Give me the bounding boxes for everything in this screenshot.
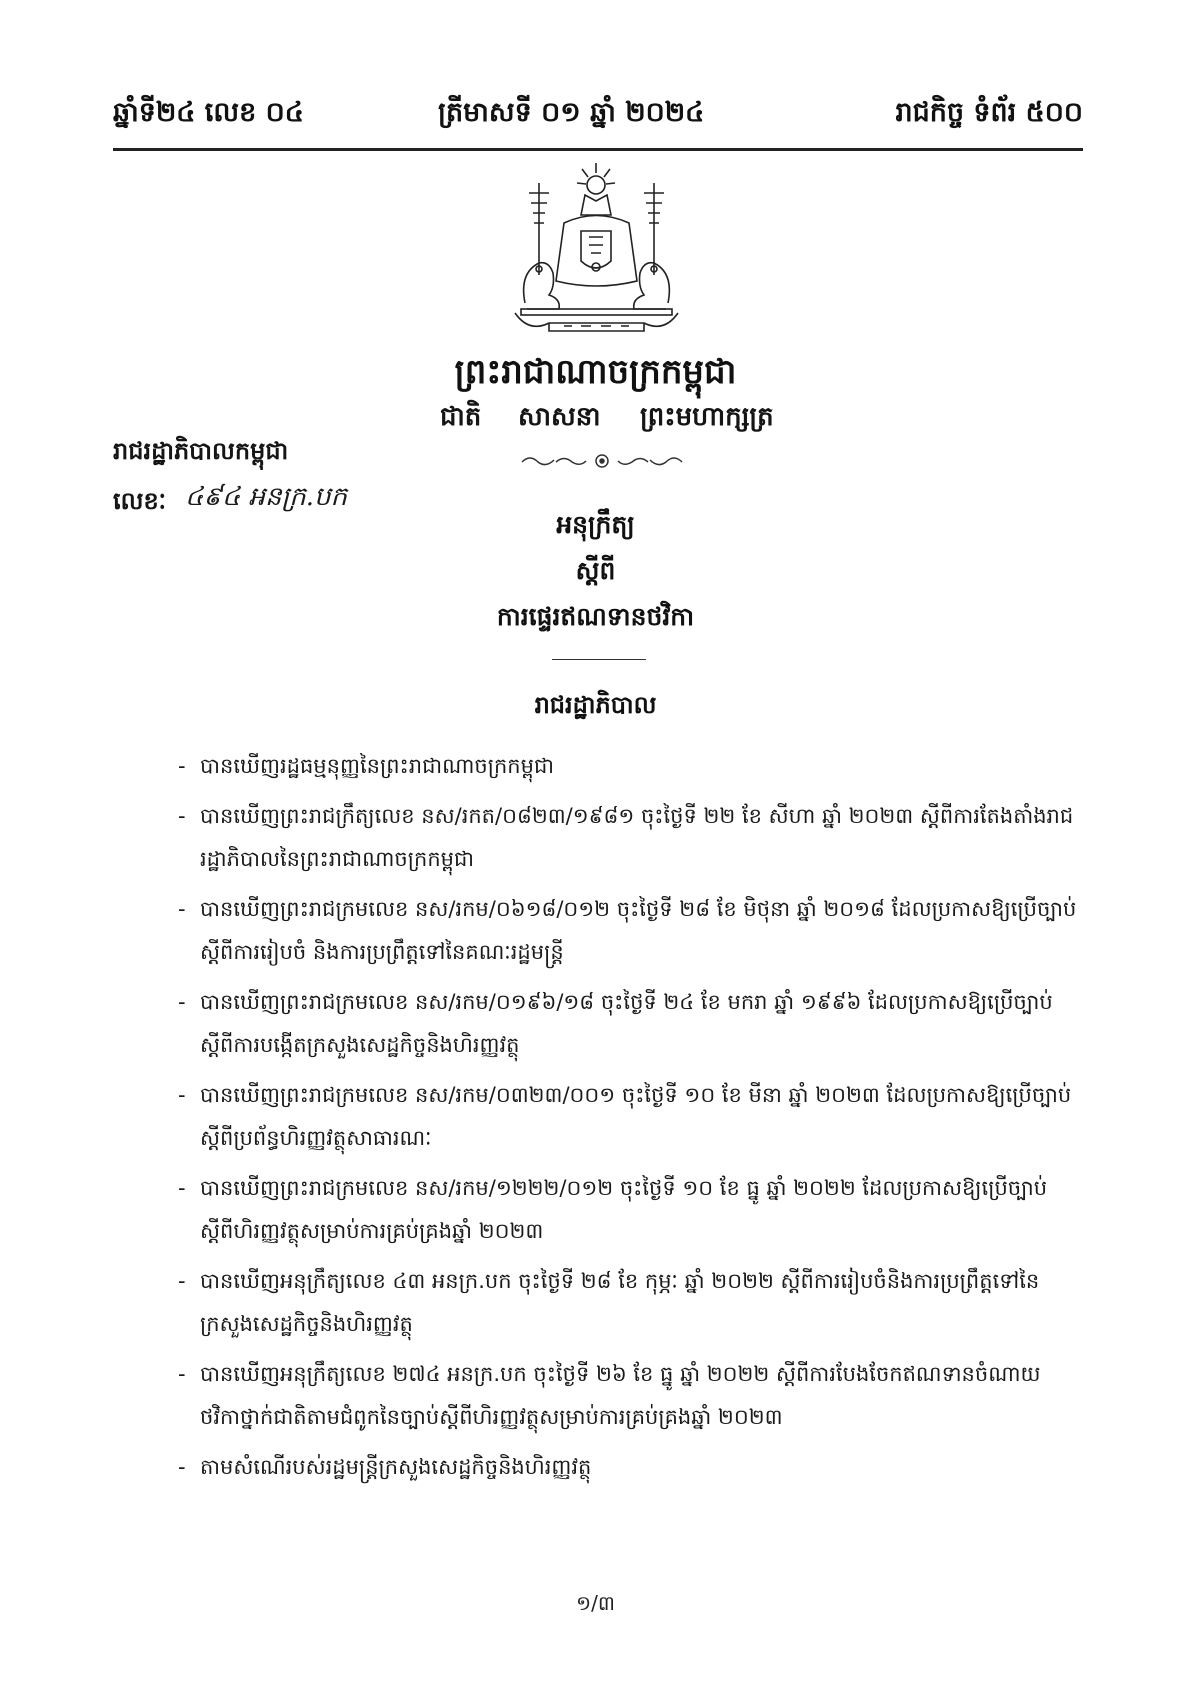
- reference-number-label: លេខៈ: [113, 487, 167, 515]
- issuing-government: រាជរដ្ឋាភិបាលកម្ពុជា: [113, 437, 289, 465]
- header-rule: [113, 148, 1083, 151]
- gazette-quarter-year: ត្រីមាសទី ០១ ឆ្នាំ ២០២៤: [438, 97, 705, 128]
- preamble-item: - បានឃើញព្រះរាជក្រឹត្យលេខ នស/រកត/០៨២៣/១៩៨១ ចុះថ្ងៃទី ២២ ខែ សីហា ឆ្នាំ ២០២៣ ស្ដីពីការតែងតាំងរាជរដ្ឋាភិបាលនៃព្រះរាជាណាចក្រកម្ពុជា: [178, 795, 1078, 881]
- preamble-item: - បានឃើញព្រះរាជក្រមលេខ នស/រកម/០១៩៦/១៨ ចុះថ្ងៃទី ២៤ ខែ មករា ឆ្នាំ ១៩៩៦ ដែលប្រកាសឱ្យប្រើច្បាប់ស្ដីពីការបង្កើតក្រសួងសេដ្ឋកិច្ចនិងហិរញ្ញវត្ថុ: [178, 981, 1078, 1067]
- motto-king: ព្រះមហាក្សត្រ: [640, 402, 774, 432]
- preamble-item: - បានឃើញអនុក្រឹត្យលេខ ២៧៤ អនក្រ.បក ចុះថ្ងៃទី ២៦ ខែ ធ្នូ ឆ្នាំ ២០២២ ស្ដីពីការបែងចែកឥណទានចំណាយថវិកាថ្នាក់ជាតិតាមជំពូកនៃច្បាប់ស្ដីពីហិរញ្ញវត្ថុសម្រាប់ការគ្រប់គ្រងឆ្នាំ ២០២៣: [178, 1353, 1078, 1439]
- ornament-divider-icon: [520, 452, 685, 470]
- gazette-page-number: រាជកិច្ច ទំព័រ ៥០០: [895, 97, 1083, 128]
- gazette-header: [113, 96, 1083, 136]
- issuing-body-heading: រាជរដ្ឋាភិបាល: [534, 691, 657, 719]
- national-motto: [440, 400, 800, 436]
- document-about: ស្ដីពី: [575, 556, 616, 585]
- gazette-volume-issue: ឆ្នាំទី២៤ លេខ ០៤: [113, 97, 304, 128]
- motto-religion: សាសនា: [518, 402, 601, 432]
- kingdom-name: ព្រះរាជាណាចក្រកម្ពុជា: [454, 352, 737, 392]
- page-footer-number: ១/៣: [576, 1591, 615, 1615]
- preamble-item: - បានឃើញអនុក្រឹត្យលេខ ៤៣ អនក្រ.បក ចុះថ្ងៃទី ២៨ ខែ កុម្ភៈ ឆ្នាំ ២០២២ ស្ដីពីការរៀបចំនិងការប្រព្រឹត្តទៅនៃក្រសួងសេដ្ឋកិច្ចនិងហិរញ្ញវត្ថុ: [178, 1260, 1078, 1346]
- document-type: អនុក្រឹត្យ: [556, 510, 635, 539]
- royal-coat-of-arms-icon: [509, 163, 684, 335]
- preamble-item: - បានឃើញព្រះរាជក្រមលេខ នស/រកម/១២២២/០១២ ចុះថ្ងៃទី ១០ ខែ ធ្នូ ឆ្នាំ ២០២២ ដែលប្រកាសឱ្យប្រើច្បាប់ស្ដីពីហិរញ្ញវត្ថុសម្រាប់ការគ្រប់គ្រងឆ្នាំ ២០២៣: [178, 1167, 1078, 1253]
- title-divider: [552, 659, 646, 660]
- document-subject: ការផ្ទេរឥណទានថវិកា: [496, 602, 695, 631]
- preamble-item: - បានឃើញព្រះរាជក្រមលេខ នស/រកម/០៣២៣/០០១ ចុះថ្ងៃទី ១០ ខែ មីនា ឆ្នាំ ២០២៣ ដែលប្រកាសឱ្យប្រើច្បាប់ស្ដីពីប្រព័ន្ធហិរញ្ញវត្ថុសាធារណៈ: [178, 1074, 1078, 1160]
- motto-nation: ជាតិ: [440, 402, 482, 432]
- preamble-list: [178, 745, 1078, 1496]
- preamble-item: - បានឃើញព្រះរាជក្រមលេខ នស/រកម/០៦១៨/០១២ ចុះថ្ងៃទី ២៨ ខែ មិថុនា ឆ្នាំ ២០១៨ ដែលប្រកាសឱ្យប្រើច្បាប់ស្ដីពីការរៀបចំ និងការប្រព្រឹត្តទៅនៃគណៈរដ្ឋមន្ត្រី: [178, 888, 1078, 974]
- preamble-item: - បានឃើញរដ្ឋធម្មនុញ្ញនៃព្រះរាជាណាចក្រកម្ពុជា: [178, 745, 1078, 788]
- preamble-item: - តាមសំណើរបស់រដ្ឋមន្ត្រីក្រសួងសេដ្ឋកិច្ចនិងហិរញ្ញវត្ថុ: [178, 1446, 1078, 1489]
- reference-number-handwritten: ៤៩៤ អនក្រ.បក: [185, 482, 348, 512]
